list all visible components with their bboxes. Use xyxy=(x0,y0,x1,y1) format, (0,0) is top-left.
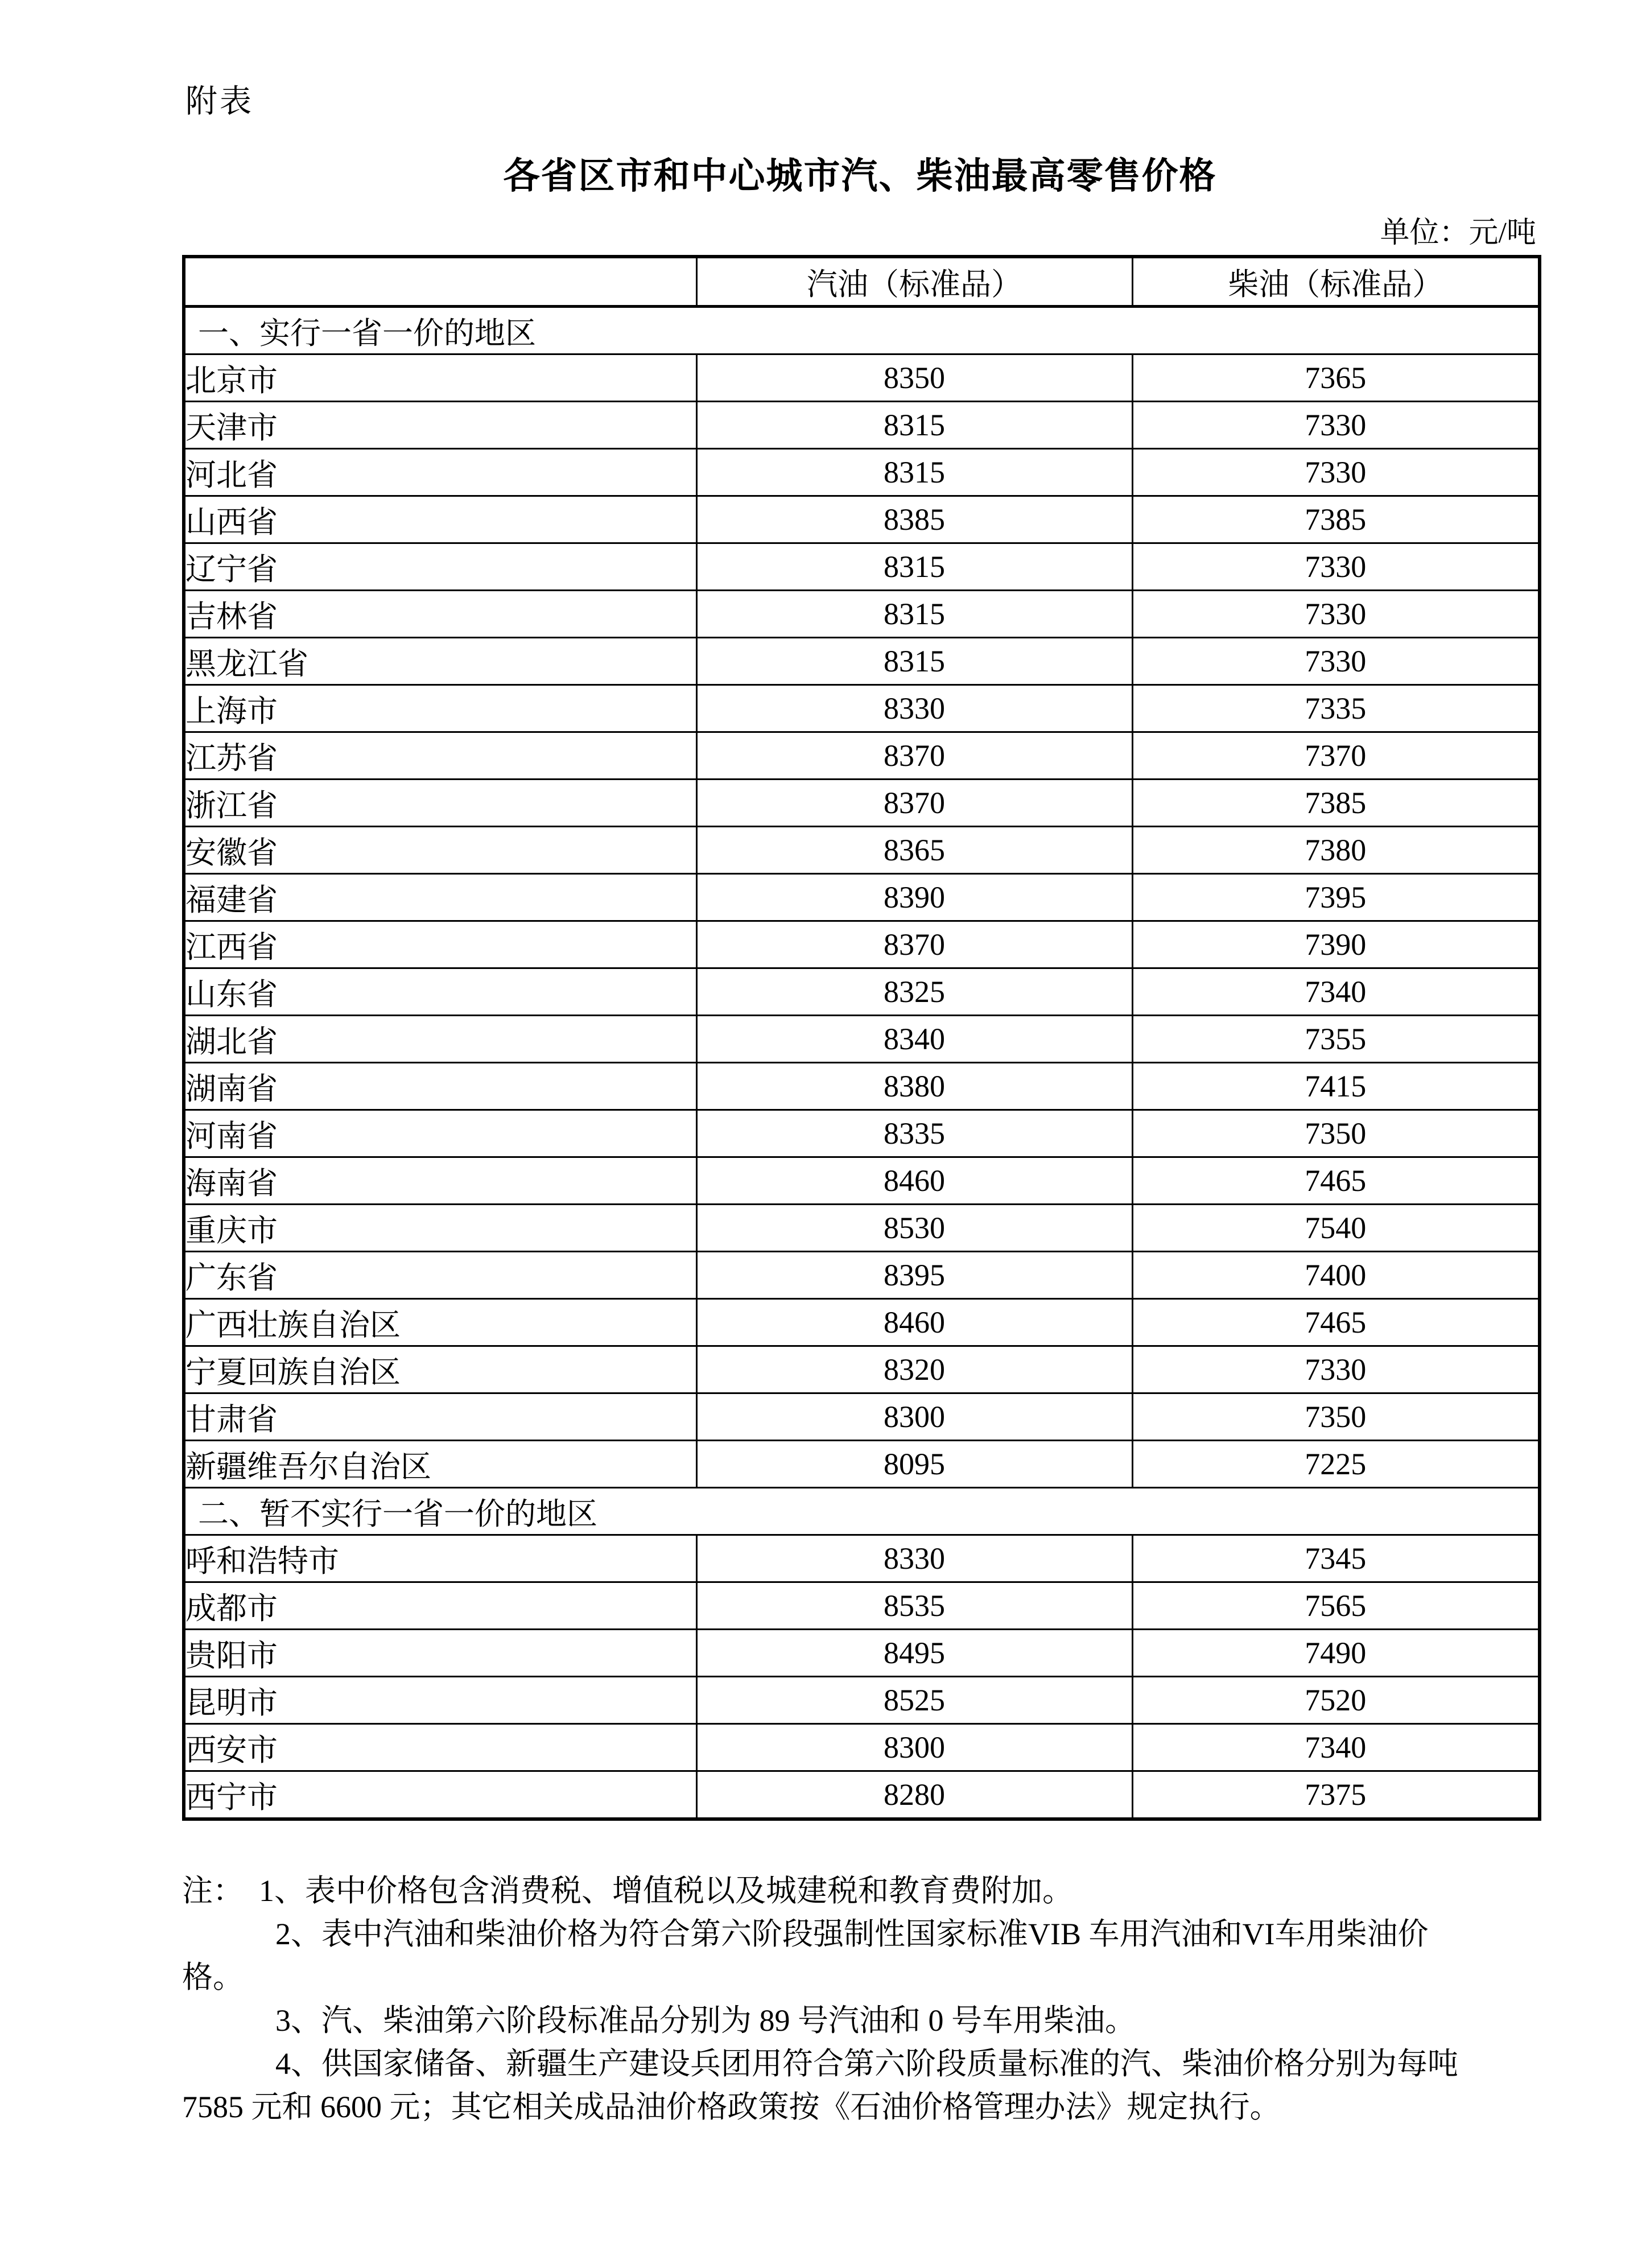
diesel-price-cell: 7340 xyxy=(1132,1724,1540,1771)
diesel-price-cell: 7395 xyxy=(1132,874,1540,921)
diesel-price-cell: 7330 xyxy=(1132,638,1540,685)
note-line-1: 注： 1、表中价格包含消费税、增值税以及城建税和教育费附加。 xyxy=(182,1874,1073,1908)
price-row xyxy=(184,1063,1540,1110)
gasoline-price-cell: 8300 xyxy=(696,1393,1132,1441)
diesel-price-cell: 7355 xyxy=(1132,1016,1540,1063)
price-row xyxy=(184,449,1540,496)
price-row xyxy=(184,1016,1540,1063)
diesel-price-cell: 7385 xyxy=(1132,780,1540,827)
gasoline-price-cell: 8385 xyxy=(696,496,1132,543)
region-name-cell: 黑龙江省 xyxy=(184,638,696,685)
gasoline-price-cell: 8495 xyxy=(696,1630,1132,1677)
price-row xyxy=(184,1771,1540,1820)
diesel-price-cell: 7375 xyxy=(1132,1771,1540,1820)
note-line-4b: 7585 元和 6600 元；其它相关成品油价格政策按《石油价格管理办法》规定执行。 xyxy=(182,2090,1281,2124)
diesel-price-cell: 7345 xyxy=(1132,1535,1540,1582)
diesel-price-cell: 7330 xyxy=(1132,543,1540,591)
section-header-row xyxy=(184,307,1540,354)
gasoline-price-cell: 8390 xyxy=(696,874,1132,921)
gasoline-price-cell: 8095 xyxy=(696,1441,1132,1488)
note-line-4: 4、供国家储备、新疆生产建设兵团用符合第六阶段质量标准的汽、柴油价格分别为每吨 xyxy=(275,2047,1458,2081)
diesel-price-cell: 7540 xyxy=(1132,1205,1540,1252)
region-name-cell: 辽宁省 xyxy=(184,543,696,591)
price-row xyxy=(184,874,1540,921)
section-header-label: 一、实行一省一价的地区 xyxy=(184,307,1540,354)
header-cell-region xyxy=(184,257,696,307)
diesel-price-cell: 7330 xyxy=(1132,591,1540,638)
region-name-cell: 北京市 xyxy=(184,354,696,402)
note-line-2: 2、表中汽油和柴油价格为符合第六阶段强制性国家标准VIB 车用汽油和VI车用柴油价 xyxy=(275,1917,1429,1951)
region-name-cell: 天津市 xyxy=(184,402,696,449)
gasoline-price-cell: 8325 xyxy=(696,968,1132,1016)
region-name-cell: 福建省 xyxy=(184,874,696,921)
region-name-cell: 吉林省 xyxy=(184,591,696,638)
diesel-price-cell: 7365 xyxy=(1132,354,1540,402)
price-row xyxy=(184,1582,1540,1630)
region-name-cell: 安徽省 xyxy=(184,827,696,874)
gasoline-price-cell: 8460 xyxy=(696,1299,1132,1346)
gasoline-price-cell: 8315 xyxy=(696,449,1132,496)
gasoline-price-cell: 8330 xyxy=(696,1535,1132,1582)
note-line-2b: 格。 xyxy=(182,1960,244,1994)
region-name-cell: 甘肃省 xyxy=(184,1393,696,1441)
gasoline-price-cell: 8350 xyxy=(696,354,1132,402)
region-name-cell: 山西省 xyxy=(184,496,696,543)
gasoline-price-cell: 8460 xyxy=(696,1157,1132,1205)
diesel-price-cell: 7465 xyxy=(1132,1157,1540,1205)
price-row xyxy=(184,1724,1540,1771)
gasoline-price-cell: 8395 xyxy=(696,1252,1132,1299)
price-row xyxy=(184,402,1540,449)
price-row xyxy=(184,1630,1540,1677)
diesel-price-cell: 7335 xyxy=(1132,685,1540,732)
diesel-price-cell: 7330 xyxy=(1132,402,1540,449)
gasoline-price-cell: 8300 xyxy=(696,1724,1132,1771)
region-name-cell: 山东省 xyxy=(184,968,696,1016)
price-row xyxy=(184,1157,1540,1205)
region-name-cell: 浙江省 xyxy=(184,780,696,827)
region-name-cell: 贵阳市 xyxy=(184,1630,696,1677)
price-row xyxy=(184,1393,1540,1441)
price-row xyxy=(184,638,1540,685)
price-row xyxy=(184,591,1540,638)
unit-label: 单位：元/吨 xyxy=(1380,217,1536,249)
diesel-price-cell: 7385 xyxy=(1132,496,1540,543)
price-row xyxy=(184,1677,1540,1724)
region-name-cell: 新疆维吾尔自治区 xyxy=(184,1441,696,1488)
region-name-cell: 江苏省 xyxy=(184,732,696,780)
region-name-cell: 湖北省 xyxy=(184,1016,696,1063)
price-row xyxy=(184,1535,1540,1582)
price-table-body xyxy=(184,307,1540,1820)
region-name-cell: 湖南省 xyxy=(184,1063,696,1110)
price-row xyxy=(184,543,1540,591)
header-cell-diesel: 柴油（标准品） xyxy=(1132,257,1540,307)
region-name-cell: 广西壮族自治区 xyxy=(184,1299,696,1346)
diesel-price-cell: 7350 xyxy=(1132,1393,1540,1441)
region-name-cell: 重庆市 xyxy=(184,1205,696,1252)
diesel-price-cell: 7415 xyxy=(1132,1063,1540,1110)
gasoline-price-cell: 8370 xyxy=(696,780,1132,827)
diesel-price-cell: 7330 xyxy=(1132,1346,1540,1393)
gasoline-price-cell: 8315 xyxy=(696,402,1132,449)
diesel-price-cell: 7340 xyxy=(1132,968,1540,1016)
diesel-price-cell: 7520 xyxy=(1132,1677,1540,1724)
price-row xyxy=(184,732,1540,780)
diesel-price-cell: 7330 xyxy=(1132,449,1540,496)
note-line-3: 3、汽、柴油第六阶段标准品分别为 89 号汽油和 0 号车用柴油。 xyxy=(275,2003,1136,2038)
notes-block xyxy=(182,1869,1559,2129)
section-header-row xyxy=(184,1488,1540,1535)
section-header-label: 二、暂不实行一省一价的地区 xyxy=(184,1488,1540,1535)
price-row xyxy=(184,968,1540,1016)
price-row xyxy=(184,496,1540,543)
diesel-price-cell: 7490 xyxy=(1132,1630,1540,1677)
region-name-cell: 呼和浩特市 xyxy=(184,1535,696,1582)
gasoline-price-cell: 8370 xyxy=(696,921,1132,968)
region-name-cell: 河南省 xyxy=(184,1110,696,1157)
region-name-cell: 江西省 xyxy=(184,921,696,968)
region-name-cell: 河北省 xyxy=(184,449,696,496)
region-name-cell: 海南省 xyxy=(184,1157,696,1205)
region-name-cell: 西安市 xyxy=(184,1724,696,1771)
price-row xyxy=(184,780,1540,827)
gasoline-price-cell: 8525 xyxy=(696,1677,1132,1724)
region-name-cell: 昆明市 xyxy=(184,1677,696,1724)
price-row xyxy=(184,1252,1540,1299)
diesel-price-cell: 7465 xyxy=(1132,1299,1540,1346)
gasoline-price-cell: 8370 xyxy=(696,732,1132,780)
price-row xyxy=(184,1441,1540,1488)
gasoline-price-cell: 8330 xyxy=(696,685,1132,732)
region-name-cell: 西宁市 xyxy=(184,1771,696,1820)
price-table xyxy=(182,255,1541,1821)
price-row xyxy=(184,827,1540,874)
gasoline-price-cell: 8335 xyxy=(696,1110,1132,1157)
region-name-cell: 上海市 xyxy=(184,685,696,732)
price-row xyxy=(184,1205,1540,1252)
region-name-cell: 成都市 xyxy=(184,1582,696,1630)
price-row xyxy=(184,1299,1540,1346)
price-row xyxy=(184,354,1540,402)
header-cell-gasoline: 汽油（标准品） xyxy=(696,257,1132,307)
price-row xyxy=(184,1346,1540,1393)
gasoline-price-cell: 8365 xyxy=(696,827,1132,874)
diesel-price-cell: 7400 xyxy=(1132,1252,1540,1299)
diesel-price-cell: 7225 xyxy=(1132,1441,1540,1488)
gasoline-price-cell: 8280 xyxy=(696,1771,1132,1820)
diesel-price-cell: 7390 xyxy=(1132,921,1540,968)
gasoline-price-cell: 8315 xyxy=(696,543,1132,591)
region-name-cell: 广东省 xyxy=(184,1252,696,1299)
gasoline-price-cell: 8380 xyxy=(696,1063,1132,1110)
diesel-price-cell: 7380 xyxy=(1132,827,1540,874)
gasoline-price-cell: 8530 xyxy=(696,1205,1132,1252)
diesel-price-cell: 7350 xyxy=(1132,1110,1540,1157)
price-row xyxy=(184,921,1540,968)
diesel-price-cell: 7370 xyxy=(1132,732,1540,780)
page-title: 各省区市和中心城市汽、柴油最高零售价格 xyxy=(503,155,1217,196)
gasoline-price-cell: 8535 xyxy=(696,1582,1132,1630)
table-header-row xyxy=(184,257,1540,307)
gasoline-price-cell: 8340 xyxy=(696,1016,1132,1063)
attachment-label: 附表 xyxy=(185,84,254,119)
gasoline-price-cell: 8320 xyxy=(696,1346,1132,1393)
price-row xyxy=(184,1110,1540,1157)
diesel-price-cell: 7565 xyxy=(1132,1582,1540,1630)
gasoline-price-cell: 8315 xyxy=(696,591,1132,638)
gasoline-price-cell: 8315 xyxy=(696,638,1132,685)
region-name-cell: 宁夏回族自治区 xyxy=(184,1346,696,1393)
price-row xyxy=(184,685,1540,732)
